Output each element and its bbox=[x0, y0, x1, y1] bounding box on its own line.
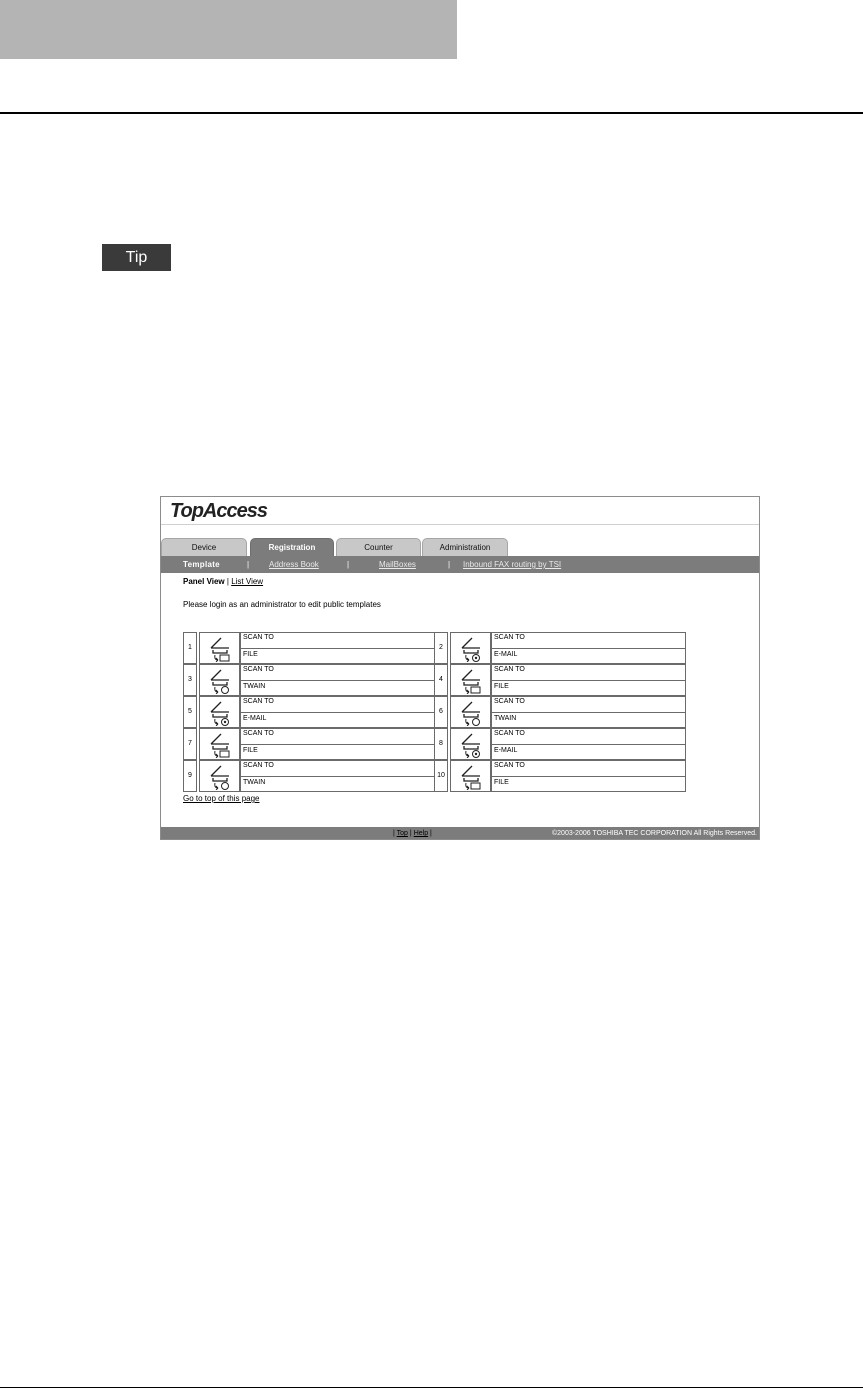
footer-bar bbox=[161, 827, 759, 840]
page-header-bar bbox=[0, 0, 457, 59]
template-number: 9 bbox=[183, 760, 197, 792]
template-button[interactable] bbox=[491, 632, 686, 664]
subnav-address-book[interactable]: Address Book bbox=[269, 560, 319, 569]
template-line2: E-MAIL bbox=[494, 747, 518, 754]
template-line2: E-MAIL bbox=[243, 715, 267, 722]
template-line1: SCAN TO bbox=[494, 666, 525, 673]
tab-counter[interactable]: Counter bbox=[336, 538, 421, 556]
topaccess-screenshot bbox=[160, 496, 760, 840]
scan-to-file-icon[interactable] bbox=[450, 664, 491, 696]
template-line1: SCAN TO bbox=[494, 634, 525, 641]
subnav-separator: | bbox=[247, 560, 250, 569]
template-number: 8 bbox=[434, 728, 448, 760]
login-notice: Please login as an administrator to edit public templates bbox=[183, 600, 381, 609]
template-item bbox=[434, 760, 686, 792]
footer-separator: | bbox=[393, 830, 395, 837]
footer-separator: | bbox=[409, 830, 412, 837]
template-divider bbox=[492, 712, 685, 713]
scan-to-twain-icon[interactable] bbox=[199, 664, 240, 696]
scan-to-file-icon[interactable] bbox=[450, 760, 491, 792]
scan-to-email-icon[interactable] bbox=[450, 632, 491, 664]
template-button[interactable] bbox=[240, 632, 435, 664]
footer-top-link[interactable]: Top bbox=[396, 830, 408, 837]
template-line2: E-MAIL bbox=[494, 651, 518, 658]
template-number: 5 bbox=[183, 696, 197, 728]
template-number: 4 bbox=[434, 664, 448, 696]
template-divider bbox=[241, 712, 434, 713]
template-number: 2 bbox=[434, 632, 448, 664]
template-button[interactable] bbox=[491, 664, 686, 696]
template-item bbox=[434, 632, 686, 664]
panel-view-label: Panel View bbox=[183, 577, 225, 586]
template-divider bbox=[492, 680, 685, 681]
template-item bbox=[434, 728, 686, 760]
template-button[interactable] bbox=[491, 760, 686, 792]
sub-navigation bbox=[161, 556, 759, 573]
template-line1: SCAN TO bbox=[494, 698, 525, 705]
logo-divider bbox=[161, 524, 759, 525]
topaccess-logo: TopAccess bbox=[170, 500, 267, 522]
subnav-inbound-fax[interactable]: Inbound FAX routing by TSI bbox=[463, 560, 562, 569]
template-item bbox=[183, 728, 435, 760]
template-line1: SCAN TO bbox=[494, 762, 525, 769]
template-item bbox=[183, 696, 435, 728]
template-line1: SCAN TO bbox=[243, 698, 274, 705]
template-button[interactable] bbox=[491, 696, 686, 728]
tab-administration[interactable]: Administration bbox=[422, 538, 508, 556]
footer-separator: | bbox=[430, 830, 432, 837]
scan-to-email-icon[interactable] bbox=[450, 728, 491, 760]
scan-to-email-icon[interactable] bbox=[199, 696, 240, 728]
template-item bbox=[183, 760, 435, 792]
template-button[interactable] bbox=[240, 696, 435, 728]
template-divider bbox=[241, 648, 434, 649]
footer-help-link[interactable]: Help bbox=[413, 830, 429, 837]
template-item bbox=[183, 664, 435, 696]
tab-device[interactable]: Device bbox=[161, 538, 247, 556]
template-line2: TWAIN bbox=[243, 683, 266, 690]
template-line2: FILE bbox=[243, 747, 258, 754]
scan-to-twain-icon[interactable] bbox=[450, 696, 491, 728]
list-view-link[interactable]: List View bbox=[231, 577, 264, 586]
template-number: 3 bbox=[183, 664, 197, 696]
view-separator: | bbox=[226, 577, 229, 586]
template-line1: SCAN TO bbox=[243, 666, 274, 673]
view-switch bbox=[183, 577, 263, 586]
footer-rule bbox=[0, 1387, 863, 1388]
scan-to-twain-icon[interactable] bbox=[199, 760, 240, 792]
template-button[interactable] bbox=[240, 760, 435, 792]
subnav-separator: | bbox=[347, 560, 350, 569]
template-item bbox=[434, 696, 686, 728]
scan-to-file-icon[interactable] bbox=[199, 728, 240, 760]
template-divider bbox=[492, 776, 685, 777]
template-divider bbox=[241, 744, 434, 745]
template-divider bbox=[492, 744, 685, 745]
template-line1: SCAN TO bbox=[243, 634, 274, 641]
subnav-mailboxes[interactable]: MailBoxes bbox=[379, 560, 416, 569]
template-line2: FILE bbox=[494, 683, 509, 690]
template-number: 7 bbox=[183, 728, 197, 760]
template-divider bbox=[241, 776, 434, 777]
template-item bbox=[434, 664, 686, 696]
copyright-text: ©2003-2006 TOSHIBA TEC CORPORATION All Rights Reserved. bbox=[552, 830, 757, 837]
tip-badge: Tip bbox=[102, 244, 171, 271]
template-line1: SCAN TO bbox=[494, 730, 525, 737]
scan-to-file-icon[interactable] bbox=[199, 632, 240, 664]
subnav-template[interactable]: Template bbox=[183, 560, 220, 569]
template-number: 1 bbox=[183, 632, 197, 664]
template-number: 6 bbox=[434, 696, 448, 728]
template-divider bbox=[492, 648, 685, 649]
template-line2: TWAIN bbox=[494, 715, 517, 722]
template-line1: SCAN TO bbox=[243, 730, 274, 737]
template-item bbox=[183, 632, 435, 664]
template-button[interactable] bbox=[491, 728, 686, 760]
template-divider bbox=[241, 680, 434, 681]
tab-registration[interactable]: Registration bbox=[250, 538, 334, 556]
template-line2: FILE bbox=[494, 779, 509, 786]
go-to-top-link[interactable]: Go to top of this page bbox=[183, 794, 260, 803]
template-button[interactable] bbox=[240, 728, 435, 760]
template-line1: SCAN TO bbox=[243, 762, 274, 769]
template-number: 10 bbox=[434, 760, 448, 792]
footer-links bbox=[393, 827, 432, 840]
header-rule bbox=[0, 112, 863, 114]
template-line2: FILE bbox=[243, 651, 258, 658]
template-line2: TWAIN bbox=[243, 779, 266, 786]
template-button[interactable] bbox=[240, 664, 435, 696]
subnav-separator: | bbox=[448, 560, 451, 569]
